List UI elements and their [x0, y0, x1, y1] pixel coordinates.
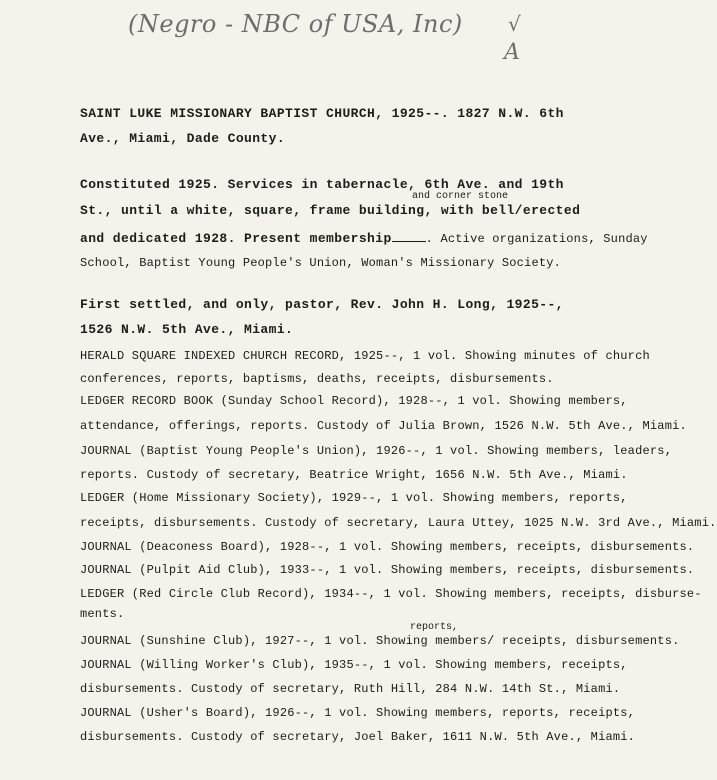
pastor-line-1: First settled, and only, pastor, Rev. John H. Long, 1925--, [80, 297, 564, 312]
church-location-line: Ave., Miami, Dade County. [80, 131, 286, 146]
record-line: JOURNAL (Sunshine Club), 1927--, 1 vol. Showing members/ receipts, disbursements. [80, 634, 680, 648]
record-line: JOURNAL (Willing Worker's Club), 1935--, 1 vol. Showing members, receipts, [80, 658, 628, 672]
record-line: receipts, disbursements. Custody of secretary, Laura Uttey, 1025 N.W. 3rd Ave., Miami. [80, 516, 717, 530]
history-line-3a: and dedicated 1928. Present membership [80, 231, 392, 246]
handwritten-note: (Negro - NBC of USA, Inc) [128, 10, 463, 38]
church-title-line: SAINT LUKE MISSIONARY BAPTIST CHURCH, 1925--. 1827 N.W. 6th [80, 106, 564, 121]
record-line: disbursements. Custody of secretary, Joel Baker, 1611 N.W. 5th Ave., Miami. [80, 730, 636, 744]
history-line-1: Constituted 1925. Services in tabernacle, 6th Ave. and 19th [80, 177, 564, 192]
record-line: disbursements. Custody of secretary, Ruth Hill, 284 N.W. 14th St., Miami. [80, 682, 621, 696]
record-line: LEDGER (Home Missionary Society), 1929--, 1 vol. Showing members, reports, [80, 491, 628, 505]
record-line: attendance, offerings, reports. Custody of Julia Brown, 1526 N.W. 5th Ave., Miami. [80, 419, 687, 433]
record-line: JOURNAL (Baptist Young People's Union), 1926--, 1 vol. Showing members, leaders, [80, 444, 673, 458]
record-line: JOURNAL (Usher's Board), 1926--, 1 vol. Showing members, reports, receipts, [80, 706, 636, 720]
record-line: JOURNAL (Deaconess Board), 1928--, 1 vol. Showing members, receipts, disbursements. [80, 540, 695, 554]
record-line: LEDGER RECORD BOOK (Sunday School Record), 1928--, 1 vol. Showing members, [80, 394, 628, 408]
pastor-line-2: 1526 N.W. 5th Ave., Miami. [80, 322, 294, 337]
record-line: LEDGER (Red Circle Club Record), 1934--, 1 vol. Showing members, receipts, disburse- [80, 587, 702, 601]
history-insertion: and corner stone [412, 191, 509, 202]
history-line-4: School, Baptist Young People's Union, Woman's Missionary Society. [80, 256, 562, 270]
records-insertion: reports, [410, 622, 459, 633]
record-line: JOURNAL (Pulpit Aid Club), 1933--, 1 vol. Showing members, receipts, disbursements. [80, 563, 695, 577]
record-line: conferences, reports, baptisms, deaths, receipts, disbursements. [80, 372, 554, 386]
membership-blank [392, 231, 426, 242]
handwritten-check-mark: √ [508, 12, 521, 36]
history-line-2: St., until a white, square, frame building, with bell/erected [80, 203, 581, 218]
record-line: reports. Custody of secretary, Beatrice Wright, 1656 N.W. 5th Ave., Miami. [80, 468, 628, 482]
history-line-3b: . Active organizations, Sunday [425, 232, 648, 246]
record-line: ments. [80, 607, 125, 621]
handwritten-mark: A [504, 40, 520, 65]
record-line: HERALD SQUARE INDEXED CHURCH RECORD, 1925--, 1 vol. Showing minutes of church [80, 349, 650, 363]
history-line-3 [80, 231, 648, 246]
